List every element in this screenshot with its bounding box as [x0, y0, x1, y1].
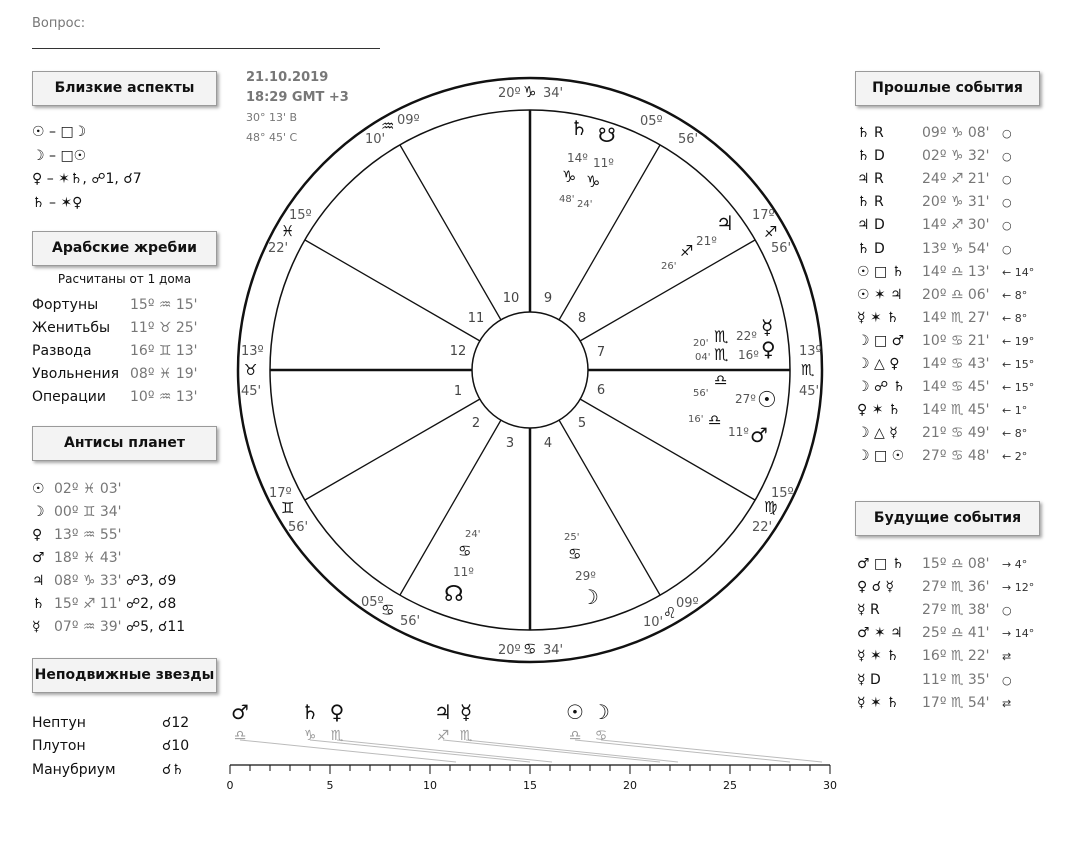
star-value: ☌10: [162, 738, 190, 754]
event-orb: ○: [1002, 219, 1012, 233]
cusp-degree: 13º: [799, 344, 822, 359]
event-row[interactable]: [857, 194, 1067, 216]
cusp-sign: ♉: [244, 361, 258, 379]
house-number: 8: [577, 311, 587, 326]
planet-minutes: 56': [693, 388, 709, 399]
antiscia-position: 00º ♊ 34': [54, 504, 122, 520]
event-position: 27º ♏ 38': [922, 602, 990, 619]
event-row[interactable]: [857, 602, 1067, 624]
event-row[interactable]: [857, 125, 1067, 147]
event-position: 16º ♏ 22': [922, 648, 990, 665]
planet-degree: 27º: [735, 392, 756, 406]
event-orb: ○: [1002, 127, 1012, 140]
event-row[interactable]: [857, 356, 1067, 378]
cusp-sign: ♐: [764, 223, 778, 241]
timeline-planet-icon[interactable]: ☉: [566, 700, 584, 724]
house-cusp-line: [305, 399, 480, 500]
planet-minutes: 24': [465, 529, 481, 540]
event-row[interactable]: [857, 425, 1067, 447]
timeline-planet-icon[interactable]: ♃: [434, 700, 452, 724]
cusp-degree: 20º: [498, 86, 521, 101]
event-aspect: ☉ □ ♄: [857, 263, 905, 280]
planet-glyph: ☽: [32, 504, 45, 520]
event-position: 14º ♐ 30': [922, 217, 990, 234]
event-orb: ⇄: [1002, 650, 1012, 664]
event-position: 21º ♋ 49': [922, 425, 990, 442]
event-row[interactable]: [857, 264, 1067, 286]
timeline-sign-icon: ♑: [303, 728, 317, 744]
antiscia-aspect: ☍5, ☌11: [126, 619, 186, 635]
cusp-minutes: 45': [799, 384, 820, 399]
event-orb: ○: [1002, 673, 1012, 687]
event-aspect: ♀ ☌ ☿: [857, 579, 895, 596]
event-aspect: ♀ ✶ ♄: [857, 402, 901, 419]
planet-minutes: 48': [559, 194, 575, 205]
house-cusp-line: [400, 420, 501, 595]
event-aspect: ♂ ✶ ♃: [857, 625, 903, 642]
event-orb: ← 19°: [1002, 334, 1035, 348]
planet-sign: ♋: [458, 542, 472, 560]
antiscia-position: 07º ♒ 39': [54, 619, 122, 635]
venus-icon[interactable]: ♀: [761, 337, 776, 361]
lot-row: [32, 297, 198, 313]
planet-glyph: ♄: [32, 596, 45, 612]
star-value: ☌♄: [162, 762, 184, 778]
lot-row: [32, 320, 198, 336]
timeline-planet-icon[interactable]: ☿: [459, 700, 473, 724]
degree-timeline: [218, 692, 842, 798]
event-orb: ← 2°: [1002, 450, 1028, 464]
lot-row: [32, 343, 198, 359]
antiscia-row: [32, 527, 122, 543]
planet-sign: ♎: [708, 411, 722, 429]
lot-value: 10º ♒ 13': [130, 389, 198, 405]
mercury-icon[interactable]: ☿: [761, 315, 774, 339]
chart-date: 21.10.2019: [246, 70, 329, 85]
cusp-minutes: 22': [268, 241, 289, 256]
event-position: 14º ♏ 27': [922, 309, 990, 326]
antiscia-aspect: ☍3, ☌9: [126, 573, 177, 589]
event-row[interactable]: [857, 448, 1067, 470]
antiscia-row: [32, 504, 122, 520]
cusp-degree: 15º: [289, 208, 312, 223]
cusp-minutes: 10': [365, 132, 386, 147]
event-row[interactable]: [857, 310, 1067, 332]
antiscia-position: 18º ♓ 43': [54, 550, 122, 566]
event-orb: ← 1°: [1002, 404, 1028, 418]
timeline-sign-icon: ♎: [568, 728, 582, 744]
event-orb: → 14°: [1002, 627, 1035, 641]
planet-sign: ♎: [714, 371, 728, 389]
event-orb: → 4°: [1002, 558, 1028, 571]
event-orb: ← 8°: [1002, 288, 1028, 302]
planet-degree: 16º: [738, 348, 759, 362]
cusp-sign: ♑: [523, 83, 537, 101]
lot-name: Операции: [32, 389, 106, 405]
planet-minutes: 16': [688, 414, 704, 425]
event-aspect: ☿ ✶ ♄: [857, 648, 899, 665]
lot-value: 15º ♒ 15': [130, 297, 198, 313]
event-row[interactable]: [857, 217, 1067, 239]
timeline-planet-icon[interactable]: ☽: [592, 700, 610, 724]
antiscia-row: [32, 550, 122, 566]
antiscia-aspect: ☍2, ☌8: [126, 596, 177, 612]
close-aspect-row: ☉ – □☽: [32, 124, 87, 140]
event-aspect: ♃ D: [857, 217, 885, 234]
cusp-degree: 17º: [269, 486, 292, 501]
chart-latitude: 30° 13' В: [246, 111, 298, 124]
event-position: 27º ♏ 36': [922, 579, 990, 596]
lot-name: Женитьбы: [32, 320, 111, 336]
timeline-tick-label: 10: [423, 779, 437, 792]
timeline-tick-label: 20: [623, 779, 637, 792]
antiscia-position: 15º ♐ 11': [54, 596, 122, 612]
timeline-planet-icon[interactable]: ♄: [301, 700, 319, 724]
planet-degree: 29º: [575, 569, 596, 583]
cusp-minutes: 34': [543, 643, 564, 658]
timeline-planet-icon[interactable]: ♀: [329, 700, 345, 724]
planet-glyph: ♀: [32, 527, 43, 543]
cusp-degree: 15º: [771, 486, 794, 501]
event-position: 14º ♎ 13': [922, 263, 990, 280]
event-row[interactable]: [857, 379, 1067, 401]
lot-row: [32, 389, 198, 405]
chart-longitude: 48° 45' С: [246, 131, 298, 144]
planet-degree: 14º: [567, 151, 588, 165]
planet-degree: 22º: [736, 329, 757, 343]
sun-icon[interactable]: ☉: [757, 388, 777, 413]
cusp-minutes: 56': [400, 614, 421, 629]
timeline-sign-icon: ♏: [330, 728, 344, 744]
planet-glyph: ☿: [32, 619, 41, 635]
antiscia-row: [32, 619, 186, 635]
event-orb: ← 15°: [1002, 358, 1035, 371]
event-orb: ⇄: [1002, 696, 1012, 710]
event-row[interactable]: [857, 672, 1067, 694]
event-orb: ○: [1002, 173, 1012, 187]
event-row[interactable]: [857, 148, 1067, 170]
lot-name: Развода: [32, 343, 92, 359]
planet-glyph: ♂: [32, 550, 45, 566]
planet-degree: 11º: [453, 565, 474, 579]
event-row[interactable]: [857, 625, 1067, 647]
house-number: 7: [596, 345, 606, 360]
arabic-lots-header[interactable]: Арабские жребии: [32, 231, 217, 266]
lot-name: Увольнения: [32, 366, 119, 382]
timeline-tick-label: 0: [226, 779, 234, 792]
event-row[interactable]: [857, 241, 1067, 263]
timeline-sign-icon: ♋: [594, 728, 608, 744]
cusp-sign: ♋: [381, 601, 395, 619]
lot-name: Фортуны: [32, 297, 99, 313]
close-aspect-row: ♀ – ✶♄, ☍1, ☌7: [32, 171, 142, 187]
timeline-sign-icon: ♏: [459, 728, 473, 744]
event-position: 24º ♐ 21': [922, 171, 990, 188]
planet-minutes: 20': [693, 338, 709, 349]
cusp-minutes: 34': [543, 86, 564, 101]
planet-sign: ♏: [714, 327, 729, 346]
house-number: 4: [543, 436, 553, 451]
lot-row: [32, 366, 198, 382]
event-row[interactable]: [857, 402, 1067, 424]
event-position: 15º ♎ 08': [922, 556, 990, 572]
moon-icon[interactable]: ☽: [581, 585, 599, 609]
fixed-star-row: [32, 762, 184, 778]
cusp-degree: 20º: [498, 643, 521, 658]
past-events-header[interactable]: Прошлые события: [855, 71, 1040, 106]
house-cusp-line: [305, 240, 480, 341]
event-aspect: ☽ □ ☉: [857, 448, 905, 465]
house-number: 5: [577, 416, 587, 431]
event-position: 09º ♑ 08': [922, 125, 990, 141]
cusp-degree: 13º: [241, 344, 264, 359]
antiscia-row: [32, 596, 177, 612]
event-position: 13º ♑ 54': [922, 240, 990, 257]
event-orb: ← 14°: [1002, 265, 1035, 279]
house-number: 3: [505, 436, 515, 451]
planet-minutes: 25': [564, 532, 580, 543]
question-label: Вопрос:: [32, 16, 86, 31]
event-position: 20º ♎ 06': [922, 286, 990, 303]
fixed-star-row: [32, 715, 190, 731]
lot-value: 16º ♊ 13': [130, 343, 198, 359]
timeline-marker-line: [443, 740, 660, 762]
south-node-icon[interactable]: ☋: [598, 123, 616, 147]
cusp-minutes: 56': [288, 520, 309, 535]
planet-degree: 21º: [696, 234, 717, 248]
house-cusp-line: [577, 240, 755, 341]
event-position: 25º ♎ 41': [922, 625, 990, 642]
timeline-planet-icon[interactable]: ♂: [231, 700, 249, 724]
cusp-sign: ♓: [281, 222, 295, 240]
fixed-stars-header[interactable]: Неподвижные звезды: [32, 658, 217, 693]
event-aspect: ♄ D: [857, 240, 885, 257]
event-aspect: ☿ D: [857, 671, 881, 688]
planet-degree: 11º: [728, 425, 749, 439]
cusp-sign: ♌: [663, 604, 677, 622]
cusp-degree: 05º: [361, 595, 384, 610]
wheel-inner-circle: [472, 312, 588, 428]
cusp-degree: 05º: [640, 114, 663, 129]
event-aspect: ♃ R: [857, 171, 884, 188]
timeline-sign-icon: ♐: [436, 728, 450, 744]
star-name: Плутон: [32, 738, 86, 754]
timeline-tick-label: 5: [326, 779, 334, 792]
planet-sign: ♐: [680, 242, 694, 260]
mars-icon[interactable]: ♂: [750, 423, 768, 447]
fixed-star-row: [32, 738, 190, 754]
house-number: 12: [449, 344, 467, 359]
planet-glyph: ♃: [32, 573, 45, 589]
jupiter-icon[interactable]: ♃: [716, 211, 734, 235]
event-position: 02º ♑ 32': [922, 148, 990, 165]
saturn-icon[interactable]: ♄: [570, 116, 588, 140]
lot-value: 11º ♉ 25': [130, 320, 198, 336]
event-orb: ← 8°: [1002, 427, 1028, 441]
house-cusp-line: [400, 145, 501, 320]
cusp-minutes: 10': [643, 615, 664, 630]
north-node-icon[interactable]: ☊: [444, 582, 464, 607]
event-row[interactable]: [857, 287, 1067, 309]
house-number: 11: [467, 311, 485, 326]
lot-value: 08º ♓ 19': [130, 366, 198, 382]
event-aspect: ♄ R: [857, 194, 884, 211]
planet-sign: ♋: [568, 545, 582, 563]
event-row[interactable]: [857, 556, 1067, 578]
star-value: ☌12: [162, 715, 190, 731]
event-aspect: ♂ □ ♄: [857, 556, 905, 572]
horary-wheel[interactable]: [230, 70, 830, 670]
event-position: 14º ♋ 45': [922, 379, 990, 396]
cusp-sign: ♒: [381, 117, 395, 135]
house-cusp-line: [577, 399, 755, 500]
event-aspect: ♄ D: [857, 148, 885, 165]
event-orb: ← 8°: [1002, 311, 1028, 325]
planet-sign: ♏: [714, 345, 729, 364]
future-events-header[interactable]: Будущие события: [855, 501, 1040, 536]
timeline-marker-line: [601, 740, 822, 762]
timeline-sign-icon: ♎: [233, 728, 247, 744]
timeline-tick-label: 30: [823, 779, 837, 792]
house-number: 2: [471, 416, 481, 431]
antiscia-row: [32, 573, 177, 589]
event-aspect: ☿ ✶ ♄: [857, 309, 899, 326]
event-aspect: ☽ □ ♂: [857, 332, 905, 349]
planet-sign: ♑: [562, 167, 577, 186]
question-input-line[interactable]: [32, 48, 380, 49]
antiscia-row: [32, 481, 122, 497]
event-orb: ← 15°: [1002, 381, 1035, 395]
event-position: 17º ♏ 54': [922, 694, 990, 711]
event-aspect: ☉ ✶ ♃: [857, 286, 903, 303]
cusp-minutes: 56': [678, 132, 699, 147]
antiscia-position: 02º ♓ 03': [54, 481, 122, 497]
event-position: 27º ♋ 48': [922, 448, 990, 465]
close-aspects-header[interactable]: Близкие аспекты: [32, 71, 217, 106]
planet-glyph: ☉: [32, 481, 45, 497]
cusp-degree: 09º: [397, 113, 420, 128]
cusp-minutes: 22': [752, 520, 773, 535]
event-orb: ○: [1002, 604, 1012, 618]
timeline-tick-label: 25: [723, 779, 737, 792]
event-aspect: ☿ R: [857, 602, 880, 619]
event-row[interactable]: [857, 333, 1067, 355]
planet-minutes: 24': [577, 199, 593, 210]
star-name: Манубриум: [32, 762, 116, 778]
close-aspect-row: ♄ – ✶♀: [32, 195, 83, 211]
cusp-sign: ♏: [801, 361, 815, 379]
antiscia-position: 13º ♒ 55': [54, 527, 122, 543]
house-number: 10: [502, 291, 520, 306]
close-aspect-row: ☽ – □☉: [32, 148, 87, 164]
event-aspect: ☽ ☍ ♄: [857, 379, 906, 396]
chart-time: 18:29 GMT +3: [246, 90, 349, 105]
cusp-degree: 17º: [752, 208, 775, 223]
event-orb: → 12°: [1002, 581, 1035, 595]
planet-sign: ♑: [586, 172, 601, 191]
event-position: 10º ♋ 21': [922, 332, 990, 349]
event-position: 14º ♋ 43': [922, 356, 990, 372]
cusp-sign: ♍: [764, 498, 778, 516]
event-row[interactable]: [857, 695, 1067, 717]
event-position: 14º ♏ 45': [922, 402, 990, 419]
cusp-minutes: 56': [771, 241, 792, 256]
planet-minutes: 04': [695, 352, 711, 363]
planet-degree: 11º: [593, 156, 614, 170]
event-row[interactable]: [857, 579, 1067, 601]
antiscia-header[interactable]: Антисы планет: [32, 426, 217, 461]
arabic-lots-subtitle: Расчитаны от 1 дома: [57, 272, 192, 286]
house-number: 6: [596, 383, 606, 398]
event-row[interactable]: [857, 648, 1067, 670]
planet-minutes: 26': [661, 261, 677, 272]
cusp-sign: ♊: [281, 499, 295, 517]
event-position: 11º ♏ 35': [922, 671, 990, 688]
cusp-degree: 09º: [676, 596, 699, 611]
star-name: Нептун: [32, 715, 86, 731]
event-aspect: ☽ △ ♀: [857, 356, 900, 372]
cusp-sign: ♋: [523, 640, 537, 658]
event-row[interactable]: [857, 171, 1067, 193]
house-number: 9: [543, 291, 553, 306]
event-orb: ○: [1002, 150, 1012, 164]
antiscia-position: 08º ♑ 33': [54, 573, 122, 589]
event-orb: ○: [1002, 242, 1012, 256]
event-aspect: ☽ △ ☿: [857, 425, 898, 442]
event-aspect: ♄ R: [857, 125, 884, 141]
house-number: 1: [453, 384, 463, 399]
cusp-minutes: 45': [241, 384, 262, 399]
timeline-tick-label: 15: [523, 779, 537, 792]
event-orb: ○: [1002, 196, 1012, 210]
event-aspect: ☿ ✶ ♄: [857, 694, 899, 711]
event-position: 20º ♑ 31': [922, 194, 990, 211]
